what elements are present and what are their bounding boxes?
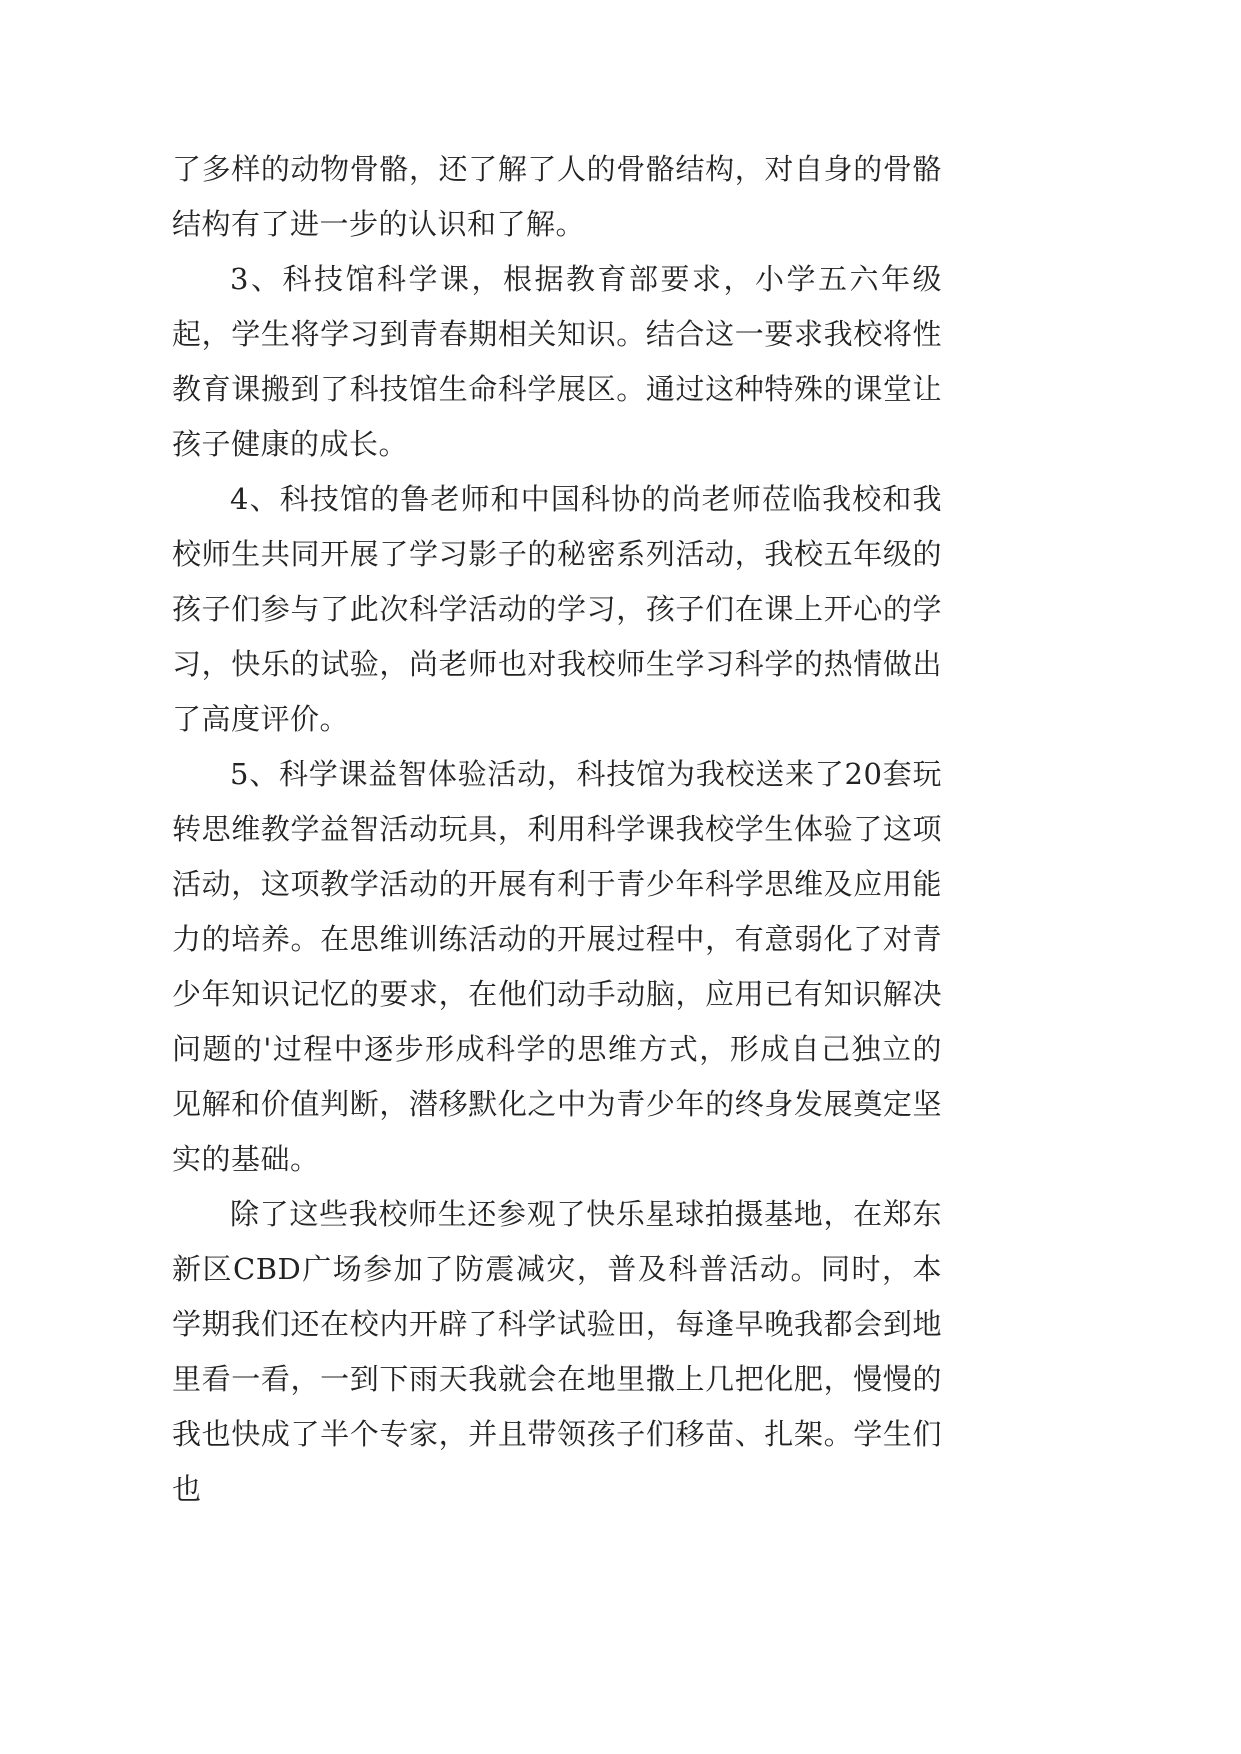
paragraph-item-4-shadow-activity: 4、科技馆的鲁老师和中国科协的尚老师莅临我校和我校师生共同开展了学习影子的秘密系列活动，我校五年级的孩子们参与了此次科学活动的学习，孩子们在课上开心的学习，快乐的试验，尚老师也对我校师生学习科学的热情做出了高度评价。 xyxy=(172,482,942,736)
paragraph-item-3-science-class: 3、科技馆科学课，根据教育部要求，小学五六年级起，学生将学习到青春期相关知识。结合这一要求我校将性教育课搬到了科技馆生命科学展区。通过这种特殊的课堂让孩子健康的成长。 xyxy=(172,262,942,461)
paragraph-skeleton-continuation: 了多样的动物骨骼，还了解了人的骨骼结构，对自身的骨骼结构有了进一步的认识和了解。 xyxy=(172,152,942,241)
paragraph-item-5-puzzle-activity: 5、科学课益智体验活动，科技馆为我校送来了20套玩转思维教学益智活动玩具，利用科学课我校学生体验了这项活动，这项教学活动的开展有利于青少年科学思维及应用能力的培养。在思维训练活动的开展过程中，有意弱化了对青少年知识记忆的要求，在他们动手动脑，应用已有知识解决问题的'过程中逐步形成科学的思维方式，形成自己独立的见解和价值判断，潜移默化之中为青少年的终身发展奠定坚实的基础。 xyxy=(172,757,942,1176)
document-body xyxy=(172,142,942,1517)
paragraph-other-activities: 除了这些我校师生还参观了快乐星球拍摄基地，在郑东新区CBD广场参加了防震减灾，普及科普活动。同时，本学期我们还在校内开辟了科学试验田，每逢早晚我都会到地里看一看，一到下雨天我就会在地里撒上几把化肥，慢慢的我也快成了半个专家，并且带领孩子们移苗、扎架。学生们也 xyxy=(172,1197,942,1506)
